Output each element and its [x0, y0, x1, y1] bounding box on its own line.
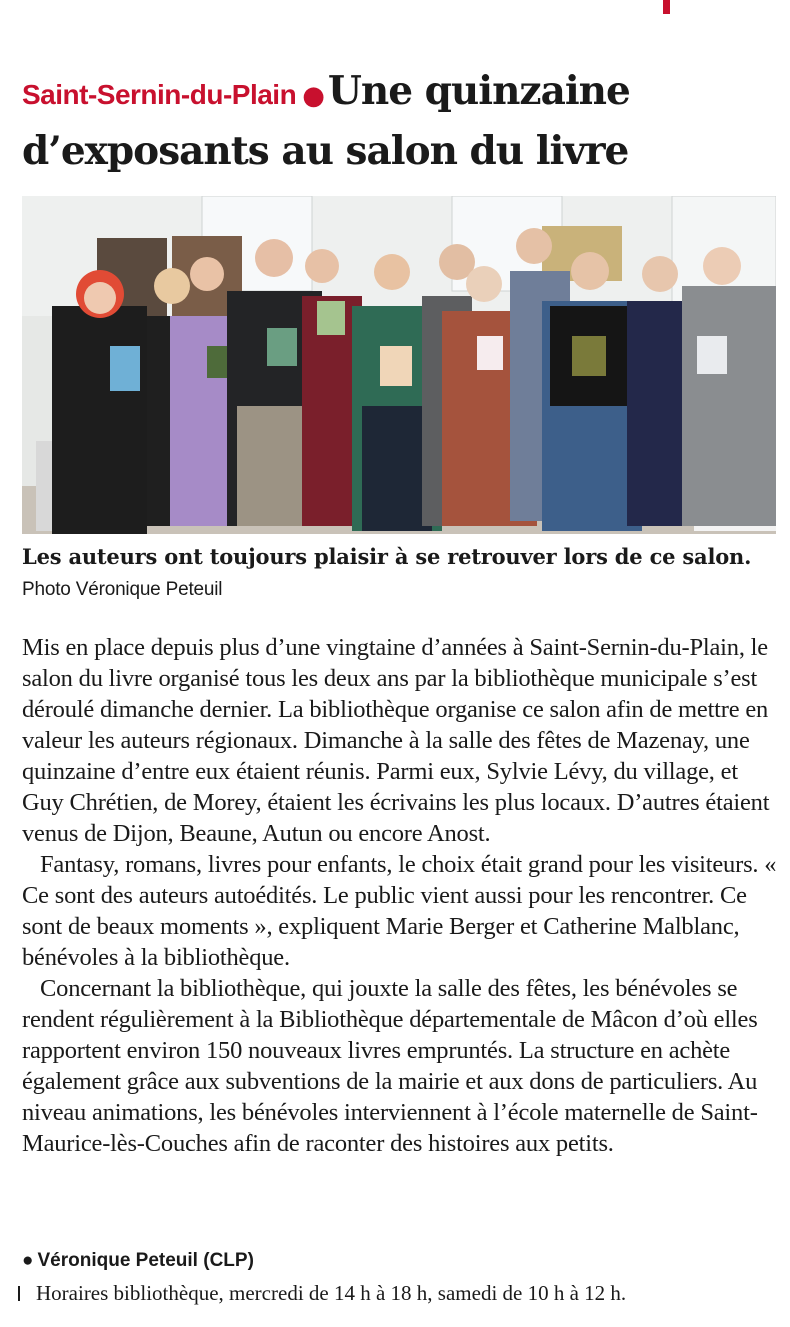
info-line — [18, 1280, 626, 1306]
title-line-2: d’exposants au salon du livre — [22, 128, 629, 174]
photo-credit: Photo Véronique Peteuil — [22, 579, 223, 600]
library-hours: Horaires bibliothèque, mercredi de 14 h à 18 h, samedi de 10 h à 12 h. — [36, 1281, 627, 1305]
headline — [22, 64, 782, 179]
caption-text: Les auteurs ont toujours plaisir à se retrouver lors de ce salon. — [22, 544, 752, 569]
byline-author: Véronique Peteuil (CLP) — [37, 1250, 254, 1271]
kicker-separator: ● — [302, 81, 324, 111]
top-accent-bar — [663, 0, 670, 14]
paragraph-1: Mis en place depuis plus d’une vingtaine d’années à Saint-Sernin-du-Plain, le salon du livre organisé tous les deux ans par la bibliothèque municipale s’est déroulé dimanche dernier. La bibliothèque organise ce salon afin de mettre en valeur les auteurs régionaux. Dimanche à la salle des fêtes de Mazenay, une quinzaine d’entre eux étaient réunis. Parmi eux, Sylvie Lévy, du village, et Guy Chrétien, de Morey, étaient les écrivains les plus locaux. D’autres étaient venus de Dijon, Beaune, Autun ou encore Anost. — [22, 634, 770, 847]
byline-bullet: ● — [22, 1250, 34, 1271]
article-body — [22, 632, 780, 1159]
paragraph-3: Concernant la bibliothèque, qui jouxte la salle des fêtes, les bénévoles se rendent régulièrement à la Bibliothèque départementale de Mâcon d’où elles rapportent environ 150 nouveaux livres empruntés. La structure en achète également grâce aux subventions de la mairie et aux dons de particuliers. Au niveau animations, les bénévoles interviennent à l’école maternelle de Saint-Maurice-lès-Couches afin de raconter des histoires aux petits. — [22, 975, 758, 1157]
photo-caption — [22, 541, 776, 605]
title-line-1: Une quinzaine — [327, 68, 630, 114]
paragraph-2: Fantasy, romans, livres pour enfants, le choix était grand pour les visiteurs. « Ce sont des auteurs autoédités. Le public vient aussi pour les rencontrer. Ce sont de beaux moments », expliquent Marie Berger et Catherine Malblanc, bénévoles à la bibliothèque. — [22, 851, 777, 971]
article-photo — [22, 196, 776, 534]
location-kicker: Saint-Sernin-du-Plain — [22, 79, 297, 110]
byline — [22, 1249, 254, 1273]
group-photo-icon — [22, 196, 776, 534]
info-bar-icon — [18, 1286, 20, 1301]
